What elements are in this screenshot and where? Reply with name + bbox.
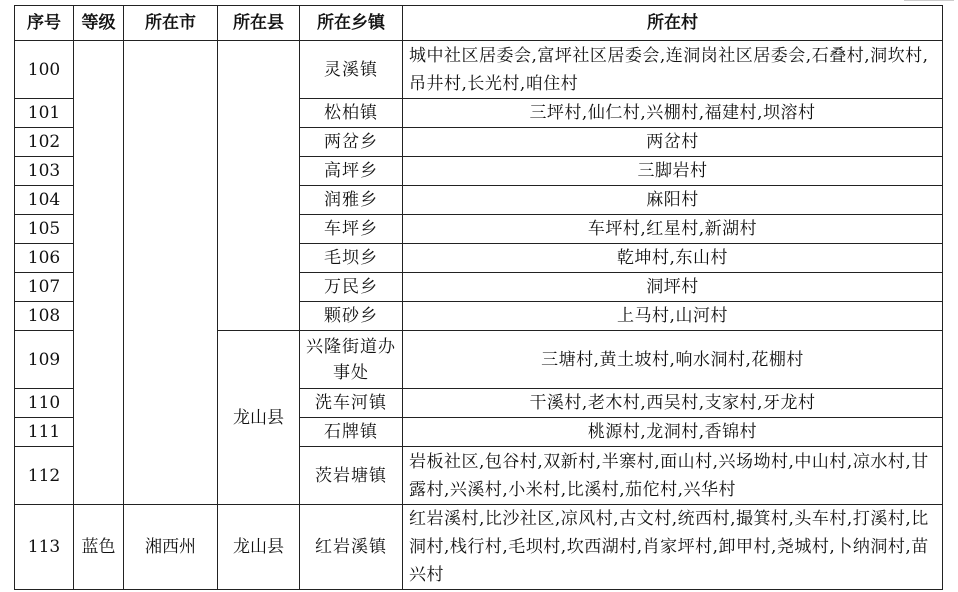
header-village: 所在村: [403, 6, 943, 41]
row-index: 112: [15, 447, 74, 505]
row-town: 颗砂乡: [300, 302, 403, 331]
row-town: 石牌镇: [300, 418, 403, 447]
row-villages: 三坪村,仙仁村,兴棚村,福建村,坝溶村: [403, 99, 943, 128]
row-villages: 洞坪村: [403, 273, 943, 302]
row-town: 红岩溪镇: [300, 505, 403, 590]
header-row: [15, 6, 943, 41]
row-index: 113: [15, 505, 74, 590]
row-villages: 干溪村,老木村,西吴村,支家村,牙龙村: [403, 389, 943, 418]
row-town: 毛坝乡: [300, 244, 403, 273]
row-index: 105: [15, 215, 74, 244]
row-villages: 上马村,山河村: [403, 302, 943, 331]
row-town: 灵溪镇: [300, 41, 403, 99]
row-town: 松柏镇: [300, 99, 403, 128]
row-villages: 三脚岩村: [403, 157, 943, 186]
row-town: 兴隆街道办事处: [300, 331, 403, 389]
county-cell: 龙山县: [218, 331, 300, 505]
village-table: [14, 5, 943, 590]
row-villages: 麻阳村: [403, 186, 943, 215]
row-index: 111: [15, 418, 74, 447]
level-cell-empty: [74, 41, 124, 505]
row-index: 101: [15, 99, 74, 128]
header-city: 所在市: [124, 6, 218, 41]
row-town: 润雅乡: [300, 186, 403, 215]
row-villages: 三塘村,黄土坡村,响水洞村,花棚村: [403, 331, 943, 389]
row-villages: 红岩溪村,比沙社区,凉风村,古文村,统西村,撮箕村,头车村,打溪村,比洞村,栈行村,毛坝村,坎西湖村,肖家坪村,卸甲村,尧城村,卜纳洞村,苗兴村: [403, 505, 943, 590]
row-town: 茨岩塘镇: [300, 447, 403, 505]
row-city: 湘西州: [124, 505, 218, 590]
row-index: 104: [15, 186, 74, 215]
city-cell-empty: [124, 41, 218, 505]
row-index: 102: [15, 128, 74, 157]
row-town: 洗车河镇: [300, 389, 403, 418]
row-index: 108: [15, 302, 74, 331]
page-edge-mark: [904, 0, 954, 3]
row-index: 103: [15, 157, 74, 186]
row-index: 110: [15, 389, 74, 418]
row-town: 车坪乡: [300, 215, 403, 244]
county-cell-empty: [218, 41, 300, 331]
header-level: 等级: [74, 6, 124, 41]
row-index: 109: [15, 331, 74, 389]
row-villages: 乾坤村,东山村: [403, 244, 943, 273]
header-town: 所在乡镇: [300, 6, 403, 41]
row-town: 高坪乡: [300, 157, 403, 186]
row-town: 两岔乡: [300, 128, 403, 157]
row-villages: 岩板社区,包谷村,双新村,半寨村,面山村,兴场坳村,中山村,凉水村,甘露村,兴溪村,小米村,比溪村,茄佗村,兴华村: [403, 447, 943, 505]
row-villages: 桃源村,龙洞村,香锦村: [403, 418, 943, 447]
row-index: 106: [15, 244, 74, 273]
header-county: 所在县: [218, 6, 300, 41]
header-index: 序号: [15, 6, 74, 41]
table-row: [15, 41, 943, 99]
row-level: 蓝色: [74, 505, 124, 590]
row-town: 万民乡: [300, 273, 403, 302]
row-villages: 车坪村,红星村,新湖村: [403, 215, 943, 244]
row-index: 100: [15, 41, 74, 99]
row-index: 107: [15, 273, 74, 302]
row-villages: 城中社区居委会,富坪社区居委会,连洞岗社区居委会,石叠村,洞坎村,吊井村,长光村,咱住村: [403, 41, 943, 99]
table-row: [15, 505, 943, 590]
row-county: 龙山县: [218, 505, 300, 590]
row-villages: 两岔村: [403, 128, 943, 157]
